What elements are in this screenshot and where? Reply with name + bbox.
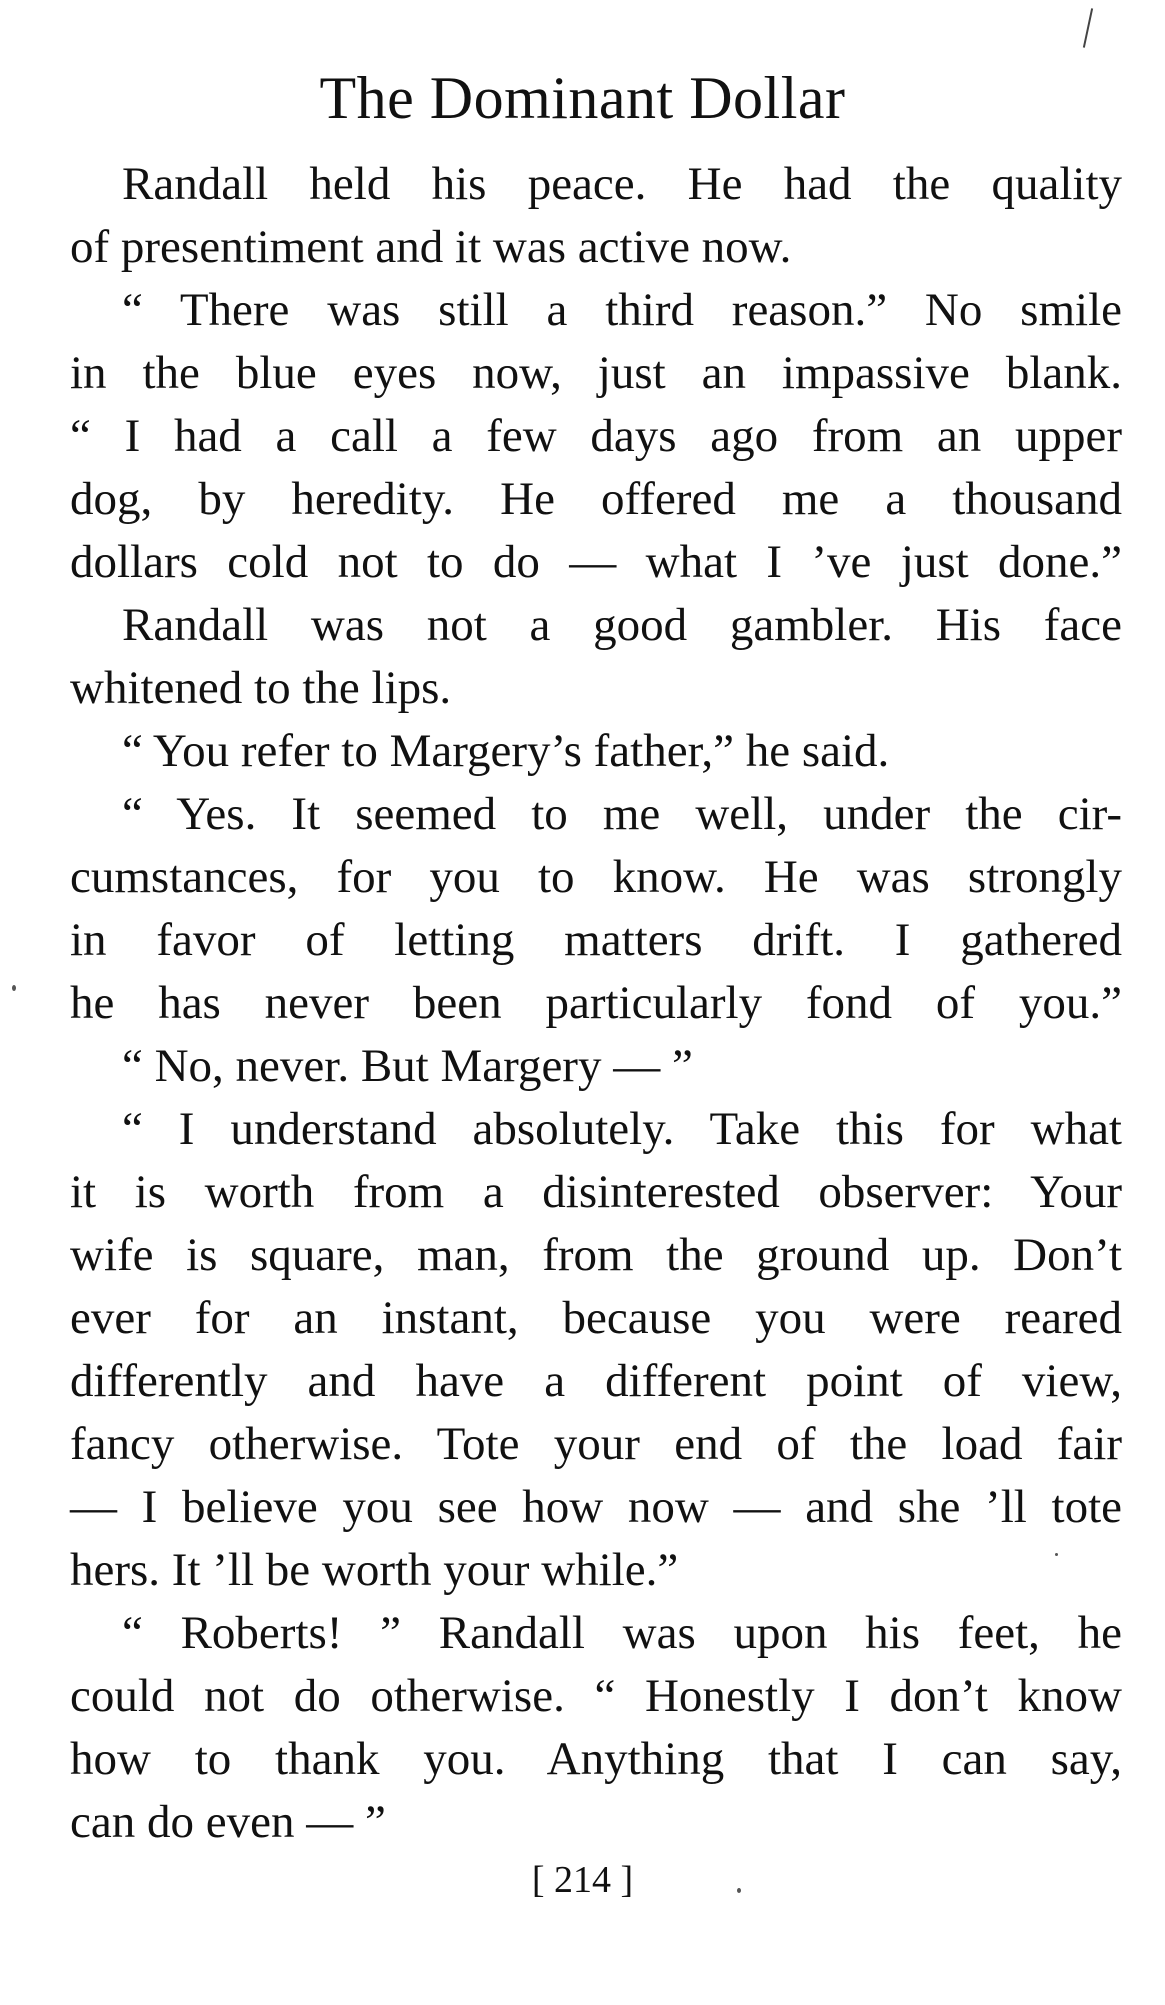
text-line: “ Roberts! ” Randall was upon his feet, he	[122, 1607, 1122, 1659]
text-line: could not do otherwise. “ Honestly I don’t know	[70, 1670, 1122, 1722]
scan-speck	[737, 1888, 741, 1893]
scan-mark	[1083, 8, 1093, 48]
text-line: of presentiment and it was active now.	[70, 221, 792, 273]
text-line: differently and have a different point of view,	[70, 1355, 1122, 1407]
text-line: fancy otherwise. Tote your end of the load fair	[70, 1418, 1122, 1470]
body-text	[70, 153, 1122, 1854]
scan-speck	[12, 985, 16, 991]
text-line: wife is square, man, from the ground up. Don’t	[70, 1229, 1122, 1281]
text-line: “ There was still a third reason.” No smile	[122, 284, 1122, 336]
text-line: dog, by heredity. He offered me a thousand	[70, 473, 1122, 525]
text-line: “ You refer to Margery’s father,” he said.	[122, 725, 890, 777]
text-line: how to thank you. Anything that I can say,	[70, 1733, 1122, 1785]
text-line: — I believe you see how now — and she ’ll tote	[70, 1481, 1122, 1533]
text-line: “ No, never. But Margery — ”	[122, 1040, 693, 1092]
running-head: The Dominant Dollar	[319, 65, 846, 131]
text-line: cumstances, for you to know. He was strongly	[70, 851, 1122, 903]
text-line: he has never been particularly fond of you.”	[70, 977, 1122, 1029]
scan-speck	[1055, 1553, 1058, 1556]
text-line: hers. It ’ll be worth your while.”	[70, 1544, 679, 1596]
text-line: can do even — ”	[70, 1796, 386, 1848]
text-line: Randall was not a good gambler. His face	[122, 599, 1122, 651]
text-line: whitened to the lips.	[70, 662, 452, 714]
text-line: ever for an instant, because you were reared	[70, 1292, 1122, 1344]
text-line: dollars cold not to do — what I ’ve just done.”	[70, 536, 1122, 588]
page-number: [ 214 ]	[531, 1859, 634, 1901]
text-line: “ I understand absolutely. Take this for what	[122, 1103, 1122, 1155]
text-line: it is worth from a disinterested observer: Your	[70, 1166, 1122, 1218]
text-line: “ Yes. It seemed to me well, under the cir-	[122, 788, 1122, 840]
text-line: Randall held his peace. He had the quality	[122, 158, 1122, 210]
text-line: “ I had a call a few days ago from an upper	[70, 410, 1122, 462]
text-line: in favor of letting matters drift. I gathered	[70, 914, 1122, 966]
text-line: in the blue eyes now, just an impassive blank.	[70, 347, 1122, 399]
